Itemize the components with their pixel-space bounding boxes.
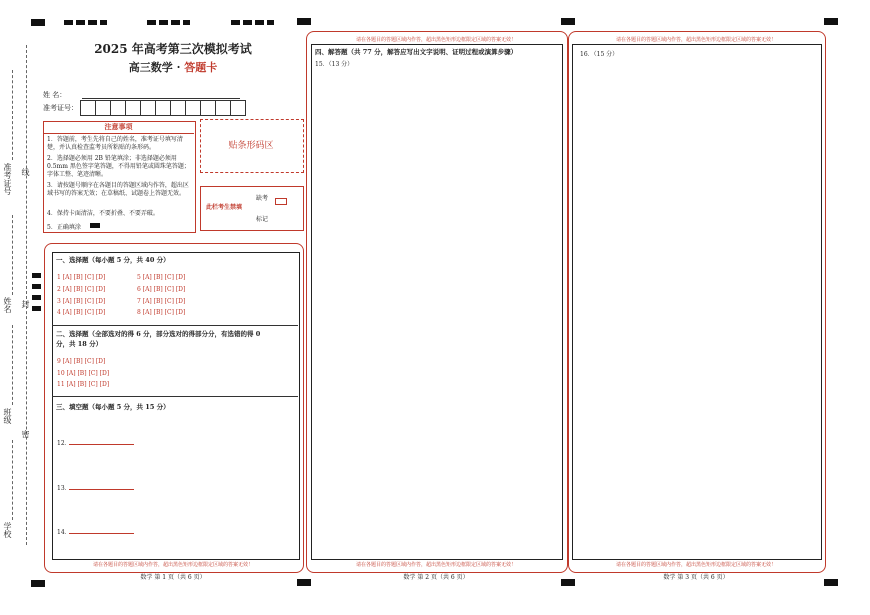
side-label-name: 姓名 <box>3 297 12 313</box>
absent-checkbox[interactable] <box>275 198 287 205</box>
choice-row[interactable]: 10 [A] [B] [C] [D] <box>57 370 110 377</box>
alignment-mark <box>32 284 41 289</box>
absent-warning: 此栏考生禁填 <box>206 204 243 211</box>
q16-label: 16．（15 分） <box>580 51 619 58</box>
q14-label: 14． <box>57 529 71 536</box>
alignment-mark <box>267 20 274 25</box>
section-divider <box>52 325 298 326</box>
alignment-mark <box>231 20 240 25</box>
alignment-mark <box>243 20 252 25</box>
side-label-id: 准考证号 <box>3 163 12 195</box>
section1-title: 一、选择题（每小题 5 分，共 40 分） <box>56 256 170 264</box>
name-label: 姓 名： <box>43 91 67 99</box>
section2-title-line1: 二、选择题（全部选对的得 6 分，部分选对的得部分分，有选错的得 0 <box>56 330 261 338</box>
choice-row[interactable]: 4 [A] [B] [C] [D] <box>57 309 106 316</box>
side-label-secret: 密 <box>21 430 30 438</box>
id-boxes[interactable] <box>80 100 245 116</box>
notice-item-3: 3．请按题号顺序在各题目的答题区域内作答，超出区域书写的答案无效；在草稿纸、试题卷上答题无效。 <box>47 182 189 197</box>
subtitle-suffix: 答题卡 <box>184 61 218 74</box>
alignment-mark <box>100 20 107 25</box>
choice-row[interactable]: 9 [A] [B] [C] [D] <box>57 358 106 365</box>
notice-item-1: 1．答题前，考生先将自己的姓名，准考证号填写清楚，并认真检查监考员所粘贴的条形码。 <box>47 136 183 151</box>
alignment-mark <box>31 580 45 587</box>
footer-page2: 数学 第 2 页（共 6 页） <box>403 574 469 581</box>
notice-item-2: 2．选择题必须用 2B 铅笔填涂；非选择题必须用 0.5mm 黑色签字笔答题，不得用铅笔或圆珠笔答题；字体工整、笔迹清晰。 <box>47 155 190 178</box>
name-line <box>82 98 240 99</box>
q14-blank[interactable] <box>69 532 134 534</box>
q12-blank[interactable] <box>69 443 134 445</box>
notice-item-5: 5．正确填涂 <box>47 224 81 231</box>
choice-row[interactable]: 2 [A] [B] [C] [D] <box>57 286 106 293</box>
answer-frame-page3[interactable] <box>572 44 822 560</box>
q13-label: 13． <box>57 485 71 492</box>
alignment-mark <box>159 20 168 25</box>
absent-label-bottom: 标记 <box>256 216 269 223</box>
barcode-label: 贴条形码区 <box>228 141 274 151</box>
choice-row[interactable]: 6 [A] [B] [C] [D] <box>137 286 186 293</box>
warning-page3-top: 请在各题目的答题区域内作答，超出黑色矩形边框限定区域的答案无效！ <box>615 37 776 43</box>
choice-row[interactable]: 3 [A] [B] [C] [D] <box>57 298 106 305</box>
q13-blank[interactable] <box>69 488 134 490</box>
alignment-mark <box>31 19 45 26</box>
alignment-mark <box>32 273 41 278</box>
binding-line <box>12 440 13 520</box>
alignment-mark <box>32 295 41 300</box>
warning-page2-bottom: 请在各题目的答题区域内作答，超出黑色矩形边框限定区域的答案无效！ <box>355 562 516 568</box>
section4-title: 四、解答题（共 77 分，解答应写出文字说明、证明过程或演算步骤） <box>315 48 518 56</box>
q12-label: 12． <box>57 440 71 447</box>
notice-item-4: 4．保持卡面清洁，不要折叠、不要弄破。 <box>47 210 159 217</box>
page-subtitle <box>60 59 286 75</box>
q15-label: 15．（13 分） <box>315 61 354 68</box>
side-label-school: 学校 <box>3 522 12 538</box>
choice-row[interactable]: 7 [A] [B] [C] [D] <box>137 298 186 305</box>
alignment-mark <box>824 579 838 586</box>
choice-row[interactable]: 11 [A] [B] [C] [D] <box>57 381 110 388</box>
alignment-mark <box>255 20 264 25</box>
footer-page1: 数学 第 1 页（共 6 页） <box>140 574 206 581</box>
binding-line <box>12 70 13 160</box>
section2-title-line2: 分，共 18 分） <box>56 340 103 348</box>
choice-row[interactable]: 1 [A] [B] [C] [D] <box>57 274 106 281</box>
binding-line <box>26 45 27 545</box>
alignment-mark <box>147 20 156 25</box>
alignment-mark <box>171 20 180 25</box>
side-label-class: 班级 <box>3 408 12 424</box>
subtitle-prefix: 高三数学 · <box>128 61 185 74</box>
alignment-mark <box>561 18 575 25</box>
choice-row[interactable]: 8 [A] [B] [C] [D] <box>137 309 186 316</box>
page-title: 2025 年高考第三次模拟考试 <box>94 42 252 56</box>
alignment-mark <box>183 20 190 25</box>
answer-frame-page2[interactable] <box>311 44 563 560</box>
alignment-mark <box>88 20 97 25</box>
side-label-line: 线 <box>21 168 30 176</box>
warning-page2-top: 请在各题目的答题区域内作答，超出黑色矩形边框限定区域的答案无效！ <box>355 37 516 43</box>
warning-page3-bottom: 请在各题目的答题区域内作答，超出黑色矩形边框限定区域的答案无效！ <box>615 562 776 568</box>
alignment-mark <box>64 20 73 25</box>
alignment-mark <box>76 20 85 25</box>
footer-page3: 数学 第 3 页（共 6 页） <box>663 574 729 581</box>
notice-title: 注意事项 <box>43 122 194 134</box>
id-label: 准考证号： <box>43 104 78 112</box>
choice-row[interactable]: 5 [A] [B] [C] [D] <box>137 274 186 281</box>
section-divider <box>52 396 298 397</box>
absent-label-top: 缺考 <box>256 195 269 202</box>
filled-bubble-sample <box>90 223 100 228</box>
alignment-mark <box>32 306 41 311</box>
binding-line <box>12 325 13 405</box>
alignment-mark <box>824 18 838 25</box>
binding-line <box>12 215 13 295</box>
side-label-seal: 封 <box>21 300 30 308</box>
alignment-mark <box>297 18 311 25</box>
warning-page1: 请在各题目的答题区域内作答，超出黑色矩形边框限定区域的答案无效！ <box>92 562 253 568</box>
section3-title: 三、填空题（每小题 5 分，共 15 分） <box>56 403 170 411</box>
